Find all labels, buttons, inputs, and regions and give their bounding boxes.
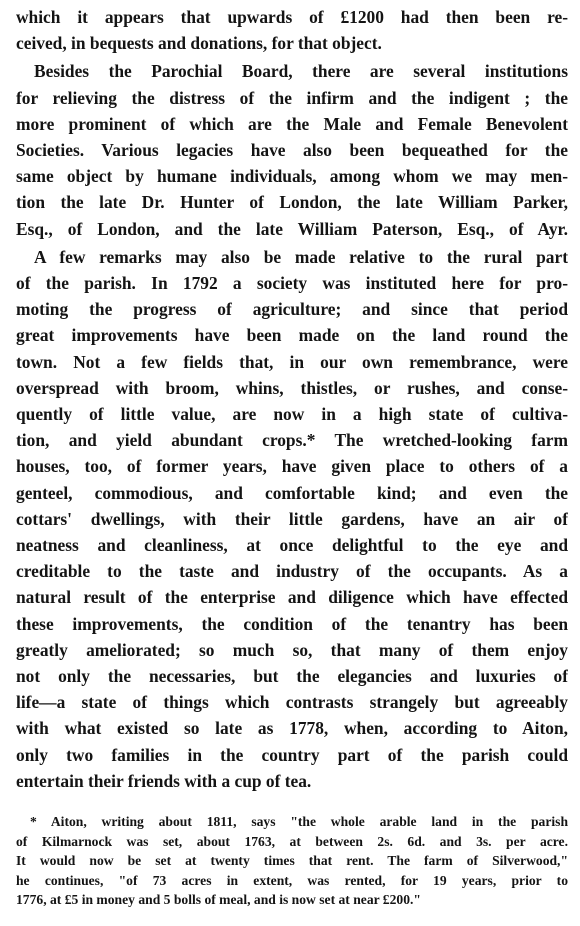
text-line: houses, too, of former years, have given place to others of a <box>16 456 568 477</box>
paragraph-1 <box>16 4 568 56</box>
text-line: with what existed so late as 1778, when, according to Aiton, <box>16 718 568 739</box>
text-line: quently of little value, are now in a high state of cultiva- <box>16 404 568 425</box>
paragraph-3 <box>16 244 568 794</box>
footnote-line: he continues, "of 73 acres in extent, was rented, for 19 years, prior to <box>16 872 568 888</box>
text-line: overspread with broom, whins, thistles, or rushes, and conse- <box>16 377 568 398</box>
text-line: creditable to the taste and industry of the occupants. As a <box>16 561 568 582</box>
text-line: Besides the Parochial Board, there are several institutions <box>34 61 568 82</box>
text-line: ceived, in bequests and donations, for that object. <box>16 33 382 54</box>
paragraph-2 <box>16 58 568 241</box>
footnote-line: It would now be set at twenty times that rent. The farm of Silverwood," <box>16 853 568 869</box>
text-line: for relieving the distress of the infirm and the indigent ; the <box>16 87 568 108</box>
text-line: these improvements, the condition of the tenantry has been <box>16 613 568 634</box>
text-line: great improvements have been made on the land round the <box>16 325 568 346</box>
footnote-line: * Aiton, writing about 1811, says "the whole arable land in the parish <box>30 814 568 830</box>
text-line: tion the late Dr. Hunter of London, the late William Parker, <box>16 192 568 213</box>
text-line: neatness and cleanliness, at once delightful to the eye and <box>16 535 568 556</box>
text-line: A few remarks may also be made relative to the rural part <box>34 246 568 267</box>
text-line: of the parish. In 1792 a society was instituted here for pro- <box>16 273 568 294</box>
footnote-line: of Kilmarnock was set, about 1763, at between 2s. 6d. and 3s. per acre. <box>16 833 568 849</box>
text-line: which it appears that upwards of £1200 had then been re- <box>16 7 568 27</box>
text-line: entertain their friends with a cup of tea. <box>16 770 312 791</box>
text-line: cottars' dwellings, with their little gardens, have an air of <box>16 508 568 529</box>
text-line: Societies. Various legacies have also been bequeathed for the <box>16 140 568 161</box>
text-line: natural result of the enterprise and diligence which have effected <box>16 587 568 608</box>
text-line: same object by humane individuals, among whom we may men- <box>16 166 568 187</box>
book-page <box>16 4 568 910</box>
text-line: genteel, commodious, and comfortable kind; and even the <box>16 482 568 503</box>
text-line: tion, and yield abundant crops.* The wretched-looking farm <box>16 430 568 451</box>
text-line: Esq., of London, and the late William Paterson, Esq., of Ayr. <box>16 218 568 239</box>
text-line: life—a state of things which contrasts strangely but agreeably <box>16 692 568 713</box>
text-line: town. Not a few fields that, in our own remembrance, were <box>16 351 568 372</box>
text-line: only two families in the country part of the parish could <box>16 744 568 765</box>
text-line: more prominent of which are the Male and Female Benevolent <box>16 113 568 134</box>
text-line: greatly ameliorated; so much so, that many of them enjoy <box>16 639 568 660</box>
footnote <box>16 812 568 910</box>
text-line: not only the necessaries, but the elegancies and luxuries of <box>16 666 568 687</box>
text-line: moting the progress of agriculture; and since that period <box>16 299 568 320</box>
footnote-line: 1776, at £5 in money and 5 bolls of meal, and is now set at near £200." <box>16 892 421 908</box>
